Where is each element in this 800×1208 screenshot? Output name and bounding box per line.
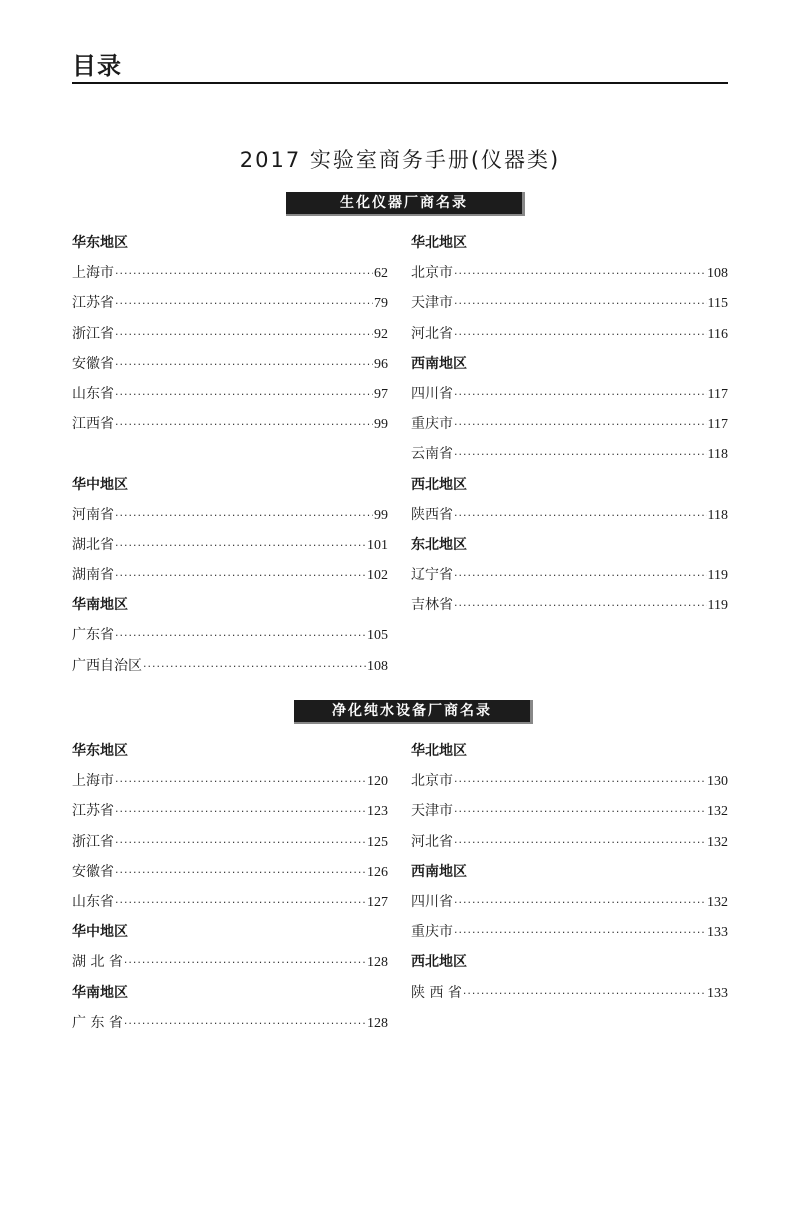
toc-entry-page: 127 [367,894,388,910]
toc-column-water-right [411,736,728,1008]
toc-entry [72,887,388,917]
toc-entry [72,766,388,796]
dot-leader [454,501,707,531]
region-heading: 华北地区 [411,235,467,251]
toc-entry [72,651,388,681]
toc-entry [72,827,388,857]
dot-leader [115,767,366,797]
dot-leader [115,828,366,858]
toc-entry [72,620,388,650]
toc-entry-name: 江西省 [72,416,114,433]
toc-entry-name: 河南省 [72,506,114,523]
dot-leader [454,918,706,948]
toc-entry-name: 山东省 [72,385,114,402]
toc-entry-page: 119 [707,568,728,584]
toc-entry [411,258,728,288]
toc-entry [411,560,728,590]
dot-leader [143,652,366,682]
toc-entry-page: 101 [367,537,388,553]
toc-entry [72,258,388,288]
region-heading: 华东地区 [72,743,128,759]
toc-entry-page: 117 [707,417,728,433]
toc-entry [411,319,728,349]
dot-leader [463,979,706,1009]
toc-entry-page: 133 [707,985,728,1001]
toc-column-biochem-right [411,228,728,620]
toc-entry-page: 92 [374,326,388,342]
toc-entry-page: 123 [367,804,388,820]
page-header [72,44,728,84]
toc-entry-name: 山东省 [72,893,114,910]
toc-entry-name: 重庆市 [411,924,453,941]
toc-column-water-left [72,736,388,1038]
toc-entry-name: 上海市 [72,773,114,790]
toc-entry-page: 116 [707,326,728,342]
dot-leader [115,561,366,591]
toc-entry-page: 128 [367,955,388,971]
region-heading: 东北地区 [411,536,467,553]
toc-column-biochem-left [72,228,388,681]
toc-entry [411,409,728,439]
toc-entry [72,560,388,590]
toc-entry-name: 浙江省 [72,833,114,850]
section-banner-biochem: 生化仪器厂商名录 [286,192,525,216]
toc-entry-page: 108 [367,658,388,674]
region-heading: 华中地区 [72,476,128,493]
toc-entry [72,500,388,530]
toc-entry [411,978,728,1008]
toc-entry-name: 江苏省 [72,295,114,312]
dot-leader [454,259,706,289]
toc-entry-page: 108 [707,266,728,282]
dot-leader [454,410,707,440]
dot-leader [454,797,706,827]
dot-leader [115,289,373,319]
toc-entry-page: 118 [707,507,728,523]
toc-entry-page: 126 [367,864,388,880]
toc-entry-name: 上海市 [72,265,114,282]
region-heading: 华中地区 [72,924,128,941]
dot-leader [115,410,373,440]
toc-entry [411,590,728,620]
region-heading: 华南地区 [72,984,128,1001]
toc-entry-name: 北京市 [411,773,453,790]
toc-entry-page: 96 [374,356,388,372]
dot-leader [454,591,707,621]
dot-leader [115,501,373,531]
dot-leader [115,350,373,380]
dot-leader [124,1009,366,1039]
toc-entry [72,288,388,318]
toc-entry-name: 浙江省 [72,325,114,342]
toc-entry-page: 105 [367,628,388,644]
toc-entry [72,796,388,826]
toc-entry-name: 北京市 [411,265,453,282]
dot-leader [454,440,707,470]
toc-entry [411,796,728,826]
toc-entry [72,409,388,439]
toc-entry-page: 119 [707,598,728,614]
region-heading: 华北地区 [411,743,467,759]
dot-leader [454,289,707,319]
toc-entry-name: 安徽省 [72,863,114,880]
toc-entry [411,500,728,530]
toc-entry [72,319,388,349]
toc-entry [72,349,388,379]
toc-entry-page: 115 [707,296,728,312]
toc-entry-page: 97 [374,386,388,402]
toc-entry [72,1008,388,1038]
toc-entry-name: 江苏省 [72,803,114,820]
toc-entry-name: 广西自治区 [72,657,142,674]
toc-entry-page: 118 [707,447,728,463]
toc-entry-page: 120 [367,774,388,790]
toc-entry-name: 广东省 [72,627,114,644]
toc-entry-name: 广 东 省 [72,1014,123,1031]
dot-leader [115,858,366,888]
toc-entry-name: 安徽省 [72,355,114,372]
toc-entry-page: 99 [374,417,388,433]
dot-leader [115,888,366,918]
toc-entry-name: 河北省 [411,325,453,342]
toc-entry-page: 132 [707,834,728,850]
toc-entry-name: 天津市 [411,295,453,312]
toc-entry-name: 陕 西 省 [411,984,462,1001]
toc-entry [411,379,728,409]
dot-leader [454,561,707,591]
toc-entry [72,857,388,887]
toc-entry-name: 湖北省 [72,536,114,553]
toc-entry-name: 四川省 [411,893,453,910]
toc-entry-name: 重庆市 [411,416,453,433]
toc-entry [411,917,728,947]
dot-leader [115,380,373,410]
toc-entry-page: 132 [707,804,728,820]
toc-entry [411,827,728,857]
toc-entry-page: 79 [374,296,388,312]
region-heading: 西南地区 [411,863,467,880]
region-heading: 华南地区 [72,597,128,614]
toc-entry-name: 云南省 [411,446,453,463]
toc-entry-page: 133 [707,925,728,941]
toc-entry [72,530,388,560]
toc-entry [72,947,388,977]
document-title: 2017 实验室商务手册(仪器类) [239,148,561,172]
toc-entry [411,439,728,469]
toc-entry [411,766,728,796]
dot-leader [124,948,366,978]
dot-leader [115,531,366,561]
toc-entry-name: 四川省 [411,385,453,402]
toc-entry-page: 128 [367,1015,388,1031]
dot-leader [454,767,706,797]
dot-leader [115,259,373,289]
dot-leader [454,320,707,350]
toc-entry-name: 吉林省 [411,597,453,614]
dot-leader [115,797,366,827]
dot-leader [454,380,707,410]
dot-leader [454,828,706,858]
dot-leader [115,320,373,350]
dot-leader [115,621,366,651]
toc-entry-page: 130 [707,774,728,790]
region-heading: 西南地区 [411,355,467,372]
toc-entry-page: 102 [367,568,388,584]
region-heading: 西北地区 [411,954,467,971]
toc-entry-page: 99 [374,507,388,523]
section-banner-water: 净化纯水设备厂商名录 [294,700,533,724]
toc-entry-name: 湖 北 省 [72,954,123,971]
region-heading: 华东地区 [72,235,128,251]
toc-spacer [72,439,388,469]
toc-entry-page: 62 [374,266,388,282]
toc-entry-page: 132 [707,894,728,910]
toc-entry-name: 辽宁省 [411,567,453,584]
page-title: 目录 [72,52,122,80]
toc-entry-name: 陕西省 [411,506,453,523]
toc-entry [411,887,728,917]
region-heading: 西北地区 [411,476,467,493]
toc-entry-name: 湖南省 [72,567,114,584]
toc-entry-name: 天津市 [411,803,453,820]
toc-entry-name: 河北省 [411,833,453,850]
toc-entry [72,379,388,409]
toc-entry-page: 125 [367,834,388,850]
toc-entry-page: 117 [707,386,728,402]
toc-entry [411,288,728,318]
dot-leader [454,888,706,918]
